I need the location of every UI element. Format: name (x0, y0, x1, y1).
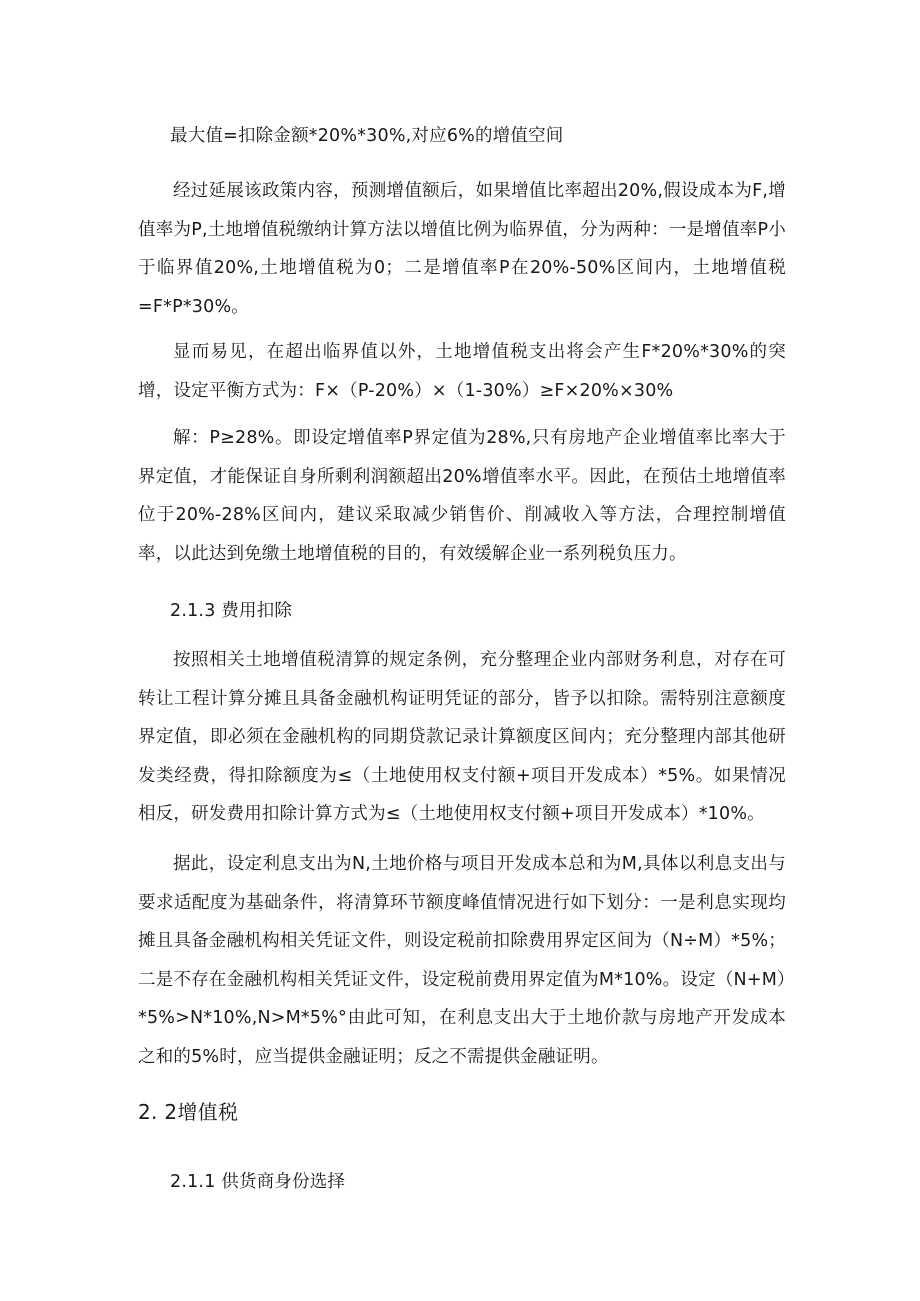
paragraph-solution: 解：P≥28%。即设定增值率P界定值为28%,只有房地产企业增值率比率大于界定值，才能保证自身所剩利润额超出20%增值率水平。因此，在预估土地增值率位于20%-28%区间内，建议采取减少销售价、削减收入等方法，合理控制增值率，以此达到免缴土地增值税的目的，有效缓解企业一系列税负压力。 (138, 428, 786, 564)
section-heading-2-2: 2. 2增值税 (138, 1100, 239, 1124)
formula-line: 最大值=扣除金额*20%*30%,对应6%的增值空间 (170, 126, 564, 146)
paragraph-accordingly: 据此，设定利息支出为N,土地价格与项目开发成本总和为M,具体以利息支出与要求适配度为基础条件，将清算环节额度峰值情况进行如下划分：一是利息实现均摊且具备金融机构相关凭证文件，则设定税前扣除费用界定区间为（N÷M）*5%；二是不存在金融机构相关凭证文件，设定税前费用界定值为M*10%。设定（N+M）*5%>N*10%,N>M*5%°由此可知，在利息支出大于土地价款与房地产开发成本之和的5%时，应当提供金融证明；反之不需提供金融证明。 (138, 854, 786, 1067)
section-heading-2-1-1: 2.1.1 供货商身份选择 (170, 1172, 346, 1192)
section-heading-2-1-3: 2.1.3 费用扣除 (170, 601, 293, 621)
paragraph-obvious: 显而易见，在超出临界值以外，土地增值税支出将会产生F*20%*30%的突增，设定平衡方式为：F×（P-20%）×（1-30%）≥F×20%×30% (138, 342, 786, 401)
paragraph-deduction: 按照相关土地增值税清算的规定条例，充分整理企业内部财务利息，对存在可转让工程计算分摊且具备金融机构证明凭证的部分，皆予以扣除。需特别注意额度界定值，即必须在金融机构的同期贷款记录计算额度区间内；充分整理内部其他研发类经费，得扣除额度为≤（土地使用权支付额+项目开发成本）*5%。如果情况相反，研发费用扣除计算方式为≤（土地使用权支付额+项目开发成本）*10%。 (138, 650, 786, 824)
paragraph-extended-policy: 经过延展该政策内容，预测增值额后，如果增值比率超出20%,假设成本为F,增值率为P,土地增值税缴纳计算方法以增值比例为临界值，分为两种：一是增值率P小于临界值20%,土地增值税为0；二是增值率P在20%-50%区间内，土地增值税=F*P*30%。 (138, 181, 786, 317)
